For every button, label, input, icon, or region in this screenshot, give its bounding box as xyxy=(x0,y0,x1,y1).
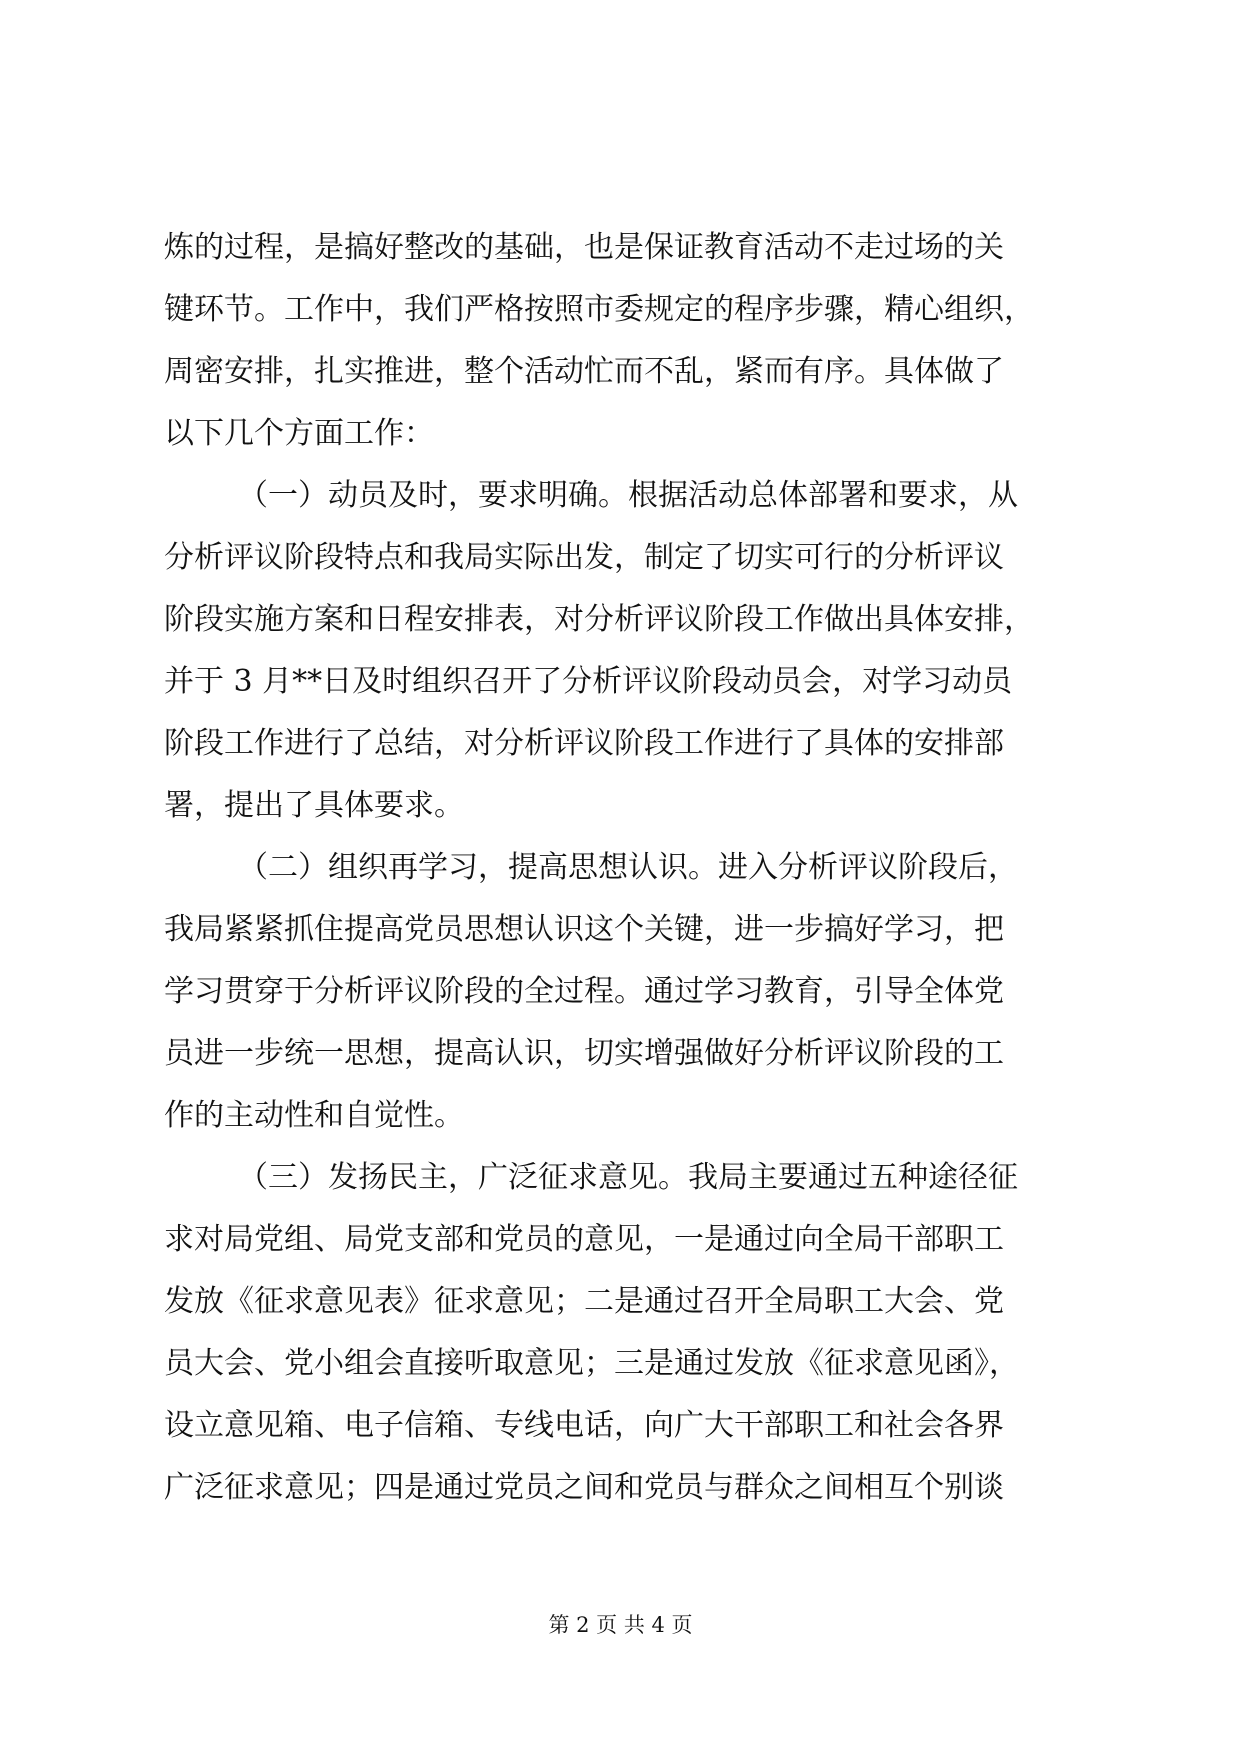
text-line-20: 设立意见箱、电子信箱、专线电话，向广大干部职工和社会各界 xyxy=(164,1408,1004,1443)
text-line-12: 我局紧紧抓住提高党员思想认识这个关键，进一步搞好学习，把 xyxy=(164,912,1004,947)
paragraph-heading-2: （二）组织再学习，提高思想认识。进入分析评议阶段后， xyxy=(238,850,1018,885)
paragraph-heading-3: （三）发扬民主，广泛征求意见。我局主要通过五种途径征 xyxy=(238,1160,1018,1195)
text-line-6: 分析评议阶段特点和我局实际出发，制定了切实可行的分析评议 xyxy=(164,540,1004,575)
text-line-9: 阶段工作进行了总结，对分析评议阶段工作进行了具体的安排部 xyxy=(164,726,1004,761)
text-line-8: 并于 3 月**日及时组织召开了分析评议阶段动员会，对学习动员 xyxy=(164,664,1013,699)
text-line-1: 炼的过程，是搞好整改的基础，也是保证教育活动不走过场的关 xyxy=(164,230,1004,265)
text-line-13: 学习贯穿于分析评议阶段的全过程。通过学习教育，引导全体党 xyxy=(164,974,1004,1009)
text-line-19: 员大会、党小组会直接听取意见；三是通过发放《征求意见函》， xyxy=(164,1346,1019,1381)
page-number-footer: 第 2 页 共 4 页 xyxy=(548,1613,693,1637)
text-line-2: 键环节。工作中，我们严格按照市委规定的程序步骤，精心组织， xyxy=(164,292,1034,327)
text-line-18: 发放《征求意见表》征求意见；二是通过召开全局职工大会、党 xyxy=(164,1284,1004,1319)
text-line-3: 周密安排，扎实推进，整个活动忙而不乱，紧而有序。具体做了 xyxy=(164,354,1004,389)
text-line-10: 署，提出了具体要求。 xyxy=(164,788,464,823)
text-line-15: 作的主动性和自觉性。 xyxy=(164,1098,464,1133)
text-line-17: 求对局党组、局党支部和党员的意见，一是通过向全局干部职工 xyxy=(164,1222,1004,1257)
text-line-14: 员进一步统一思想，提高认识，切实增强做好分析评议阶段的工 xyxy=(164,1036,1004,1071)
paragraph-heading-1: （一）动员及时，要求明确。根据活动总体部署和要求，从 xyxy=(238,478,1018,513)
text-line-21: 广泛征求意见；四是通过党员之间和党员与群众之间相互个别谈 xyxy=(164,1470,1004,1505)
text-line-7: 阶段实施方案和日程安排表，对分析评议阶段工作做出具体安排， xyxy=(164,602,1034,637)
text-line-4: 以下几个方面工作： xyxy=(164,416,434,451)
